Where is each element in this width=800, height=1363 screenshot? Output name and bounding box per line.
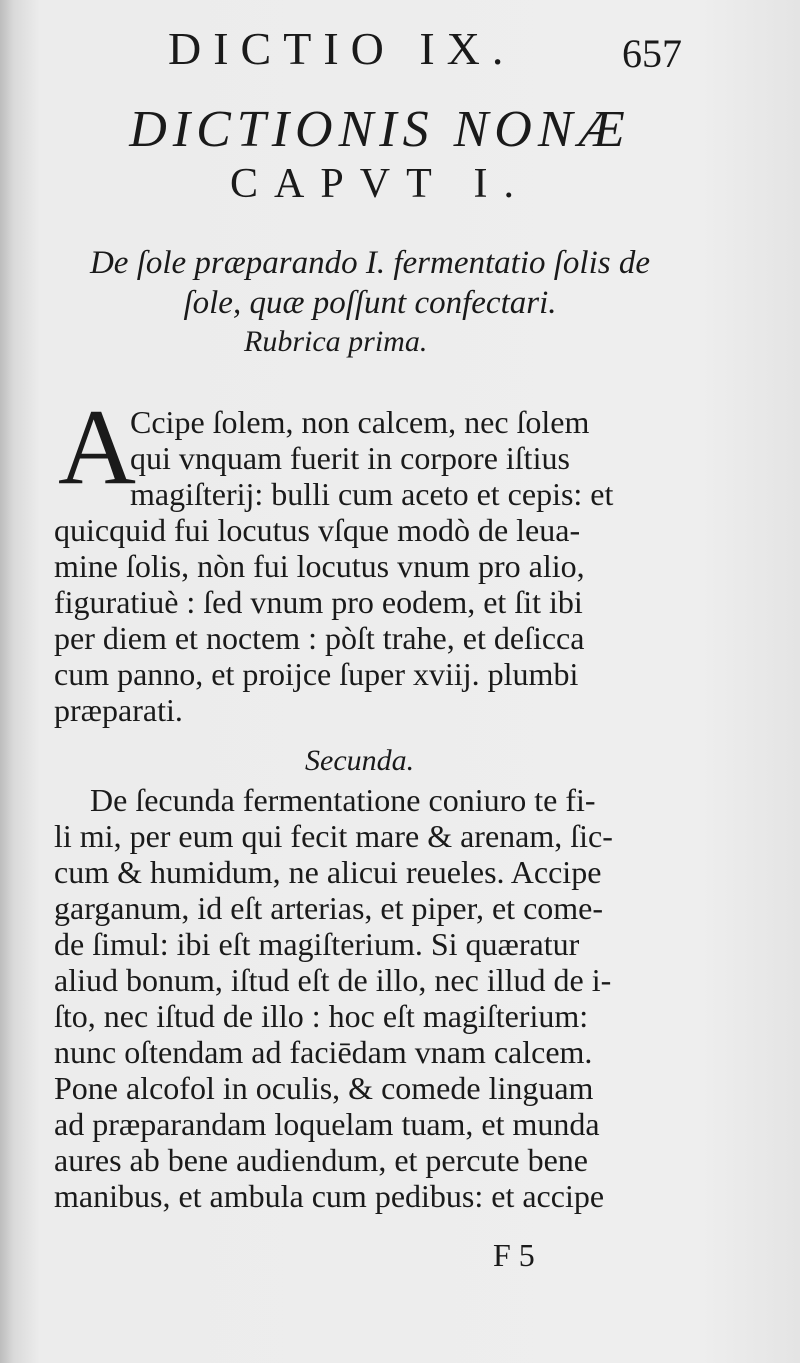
paragraph-line: figuratiuè : ſed vnum pro eodem, et ſit ibi [54,584,583,620]
chapter-subtitle: CAPVT I. [230,161,530,207]
paragraph-line: qui vnquam fuerit in corpore iſtius [130,440,570,476]
paragraph-line: nunc oſtendam ad faciēdam vnam calcem. [54,1034,593,1070]
signature-mark: F 5 [493,1237,535,1273]
paragraph-line: Ccipe ſolem, non calcem, nec ſolem [130,404,590,440]
page-header [0,22,800,82]
paragraph-line: cum & humidum, ne alicui reueles. Accipe [54,854,602,890]
paragraph-line: De ſecunda fermentatione coniuro te fi- [90,782,596,818]
paragraph-line: quicquid fui locutus vſque modò de leua- [54,512,581,548]
paragraph-line: aliud bonum, iſtud eſt de illo, nec illud de i- [54,962,612,998]
page-number: 657 [622,31,682,76]
rubric-label: Rubrica prima. [244,325,428,358]
paragraph-line: per diem et noctem : pòſt trahe, et deſicca [54,620,585,656]
paragraph-line: garganum, id eſt arterias, et piper, et come- [54,890,604,926]
running-title: DICTIO IX. [168,23,516,74]
paragraph-line: Pone alcofol in oculis, & comede linguam [54,1070,594,1106]
paragraph-line: aures ab bene audiendum, et percute bene [54,1142,588,1178]
drop-cap: A [58,388,136,507]
paragraph-line: li mi, per eum qui fecit mare & arenam, ſic- [54,818,613,854]
paragraph-line: ſto, nec iſtud de illo : hoc eſt magiſterium: [54,998,589,1034]
section-heading-line-2: ſole, quæ poſſunt confectari. [183,285,557,321]
paragraph-line: cum panno, et proijce ſuper xviij. plumbi [54,656,579,692]
paragraph-line: magiſterij: bulli cum aceto et cepis: et [130,476,614,512]
paragraph-line: ad præparandam loquelam tuam, et munda [54,1106,600,1142]
paragraph-line: mine ſolis, nòn fui locutus vnum pro alio, [54,548,585,584]
paragraph-line: præparati. [54,692,183,728]
secunda-heading: Secunda. [305,744,415,777]
chapter-title: DICTIONIS NONÆ [129,101,631,158]
paragraph-line: manibus, et ambula cum pedibus: et accipe [54,1178,605,1214]
section-heading-line-1: De ſole præparando I. fermentatio ſolis de [89,245,651,281]
paragraph-line: de ſimul: ibi eſt magiſterium. Si quæratur [54,926,580,962]
